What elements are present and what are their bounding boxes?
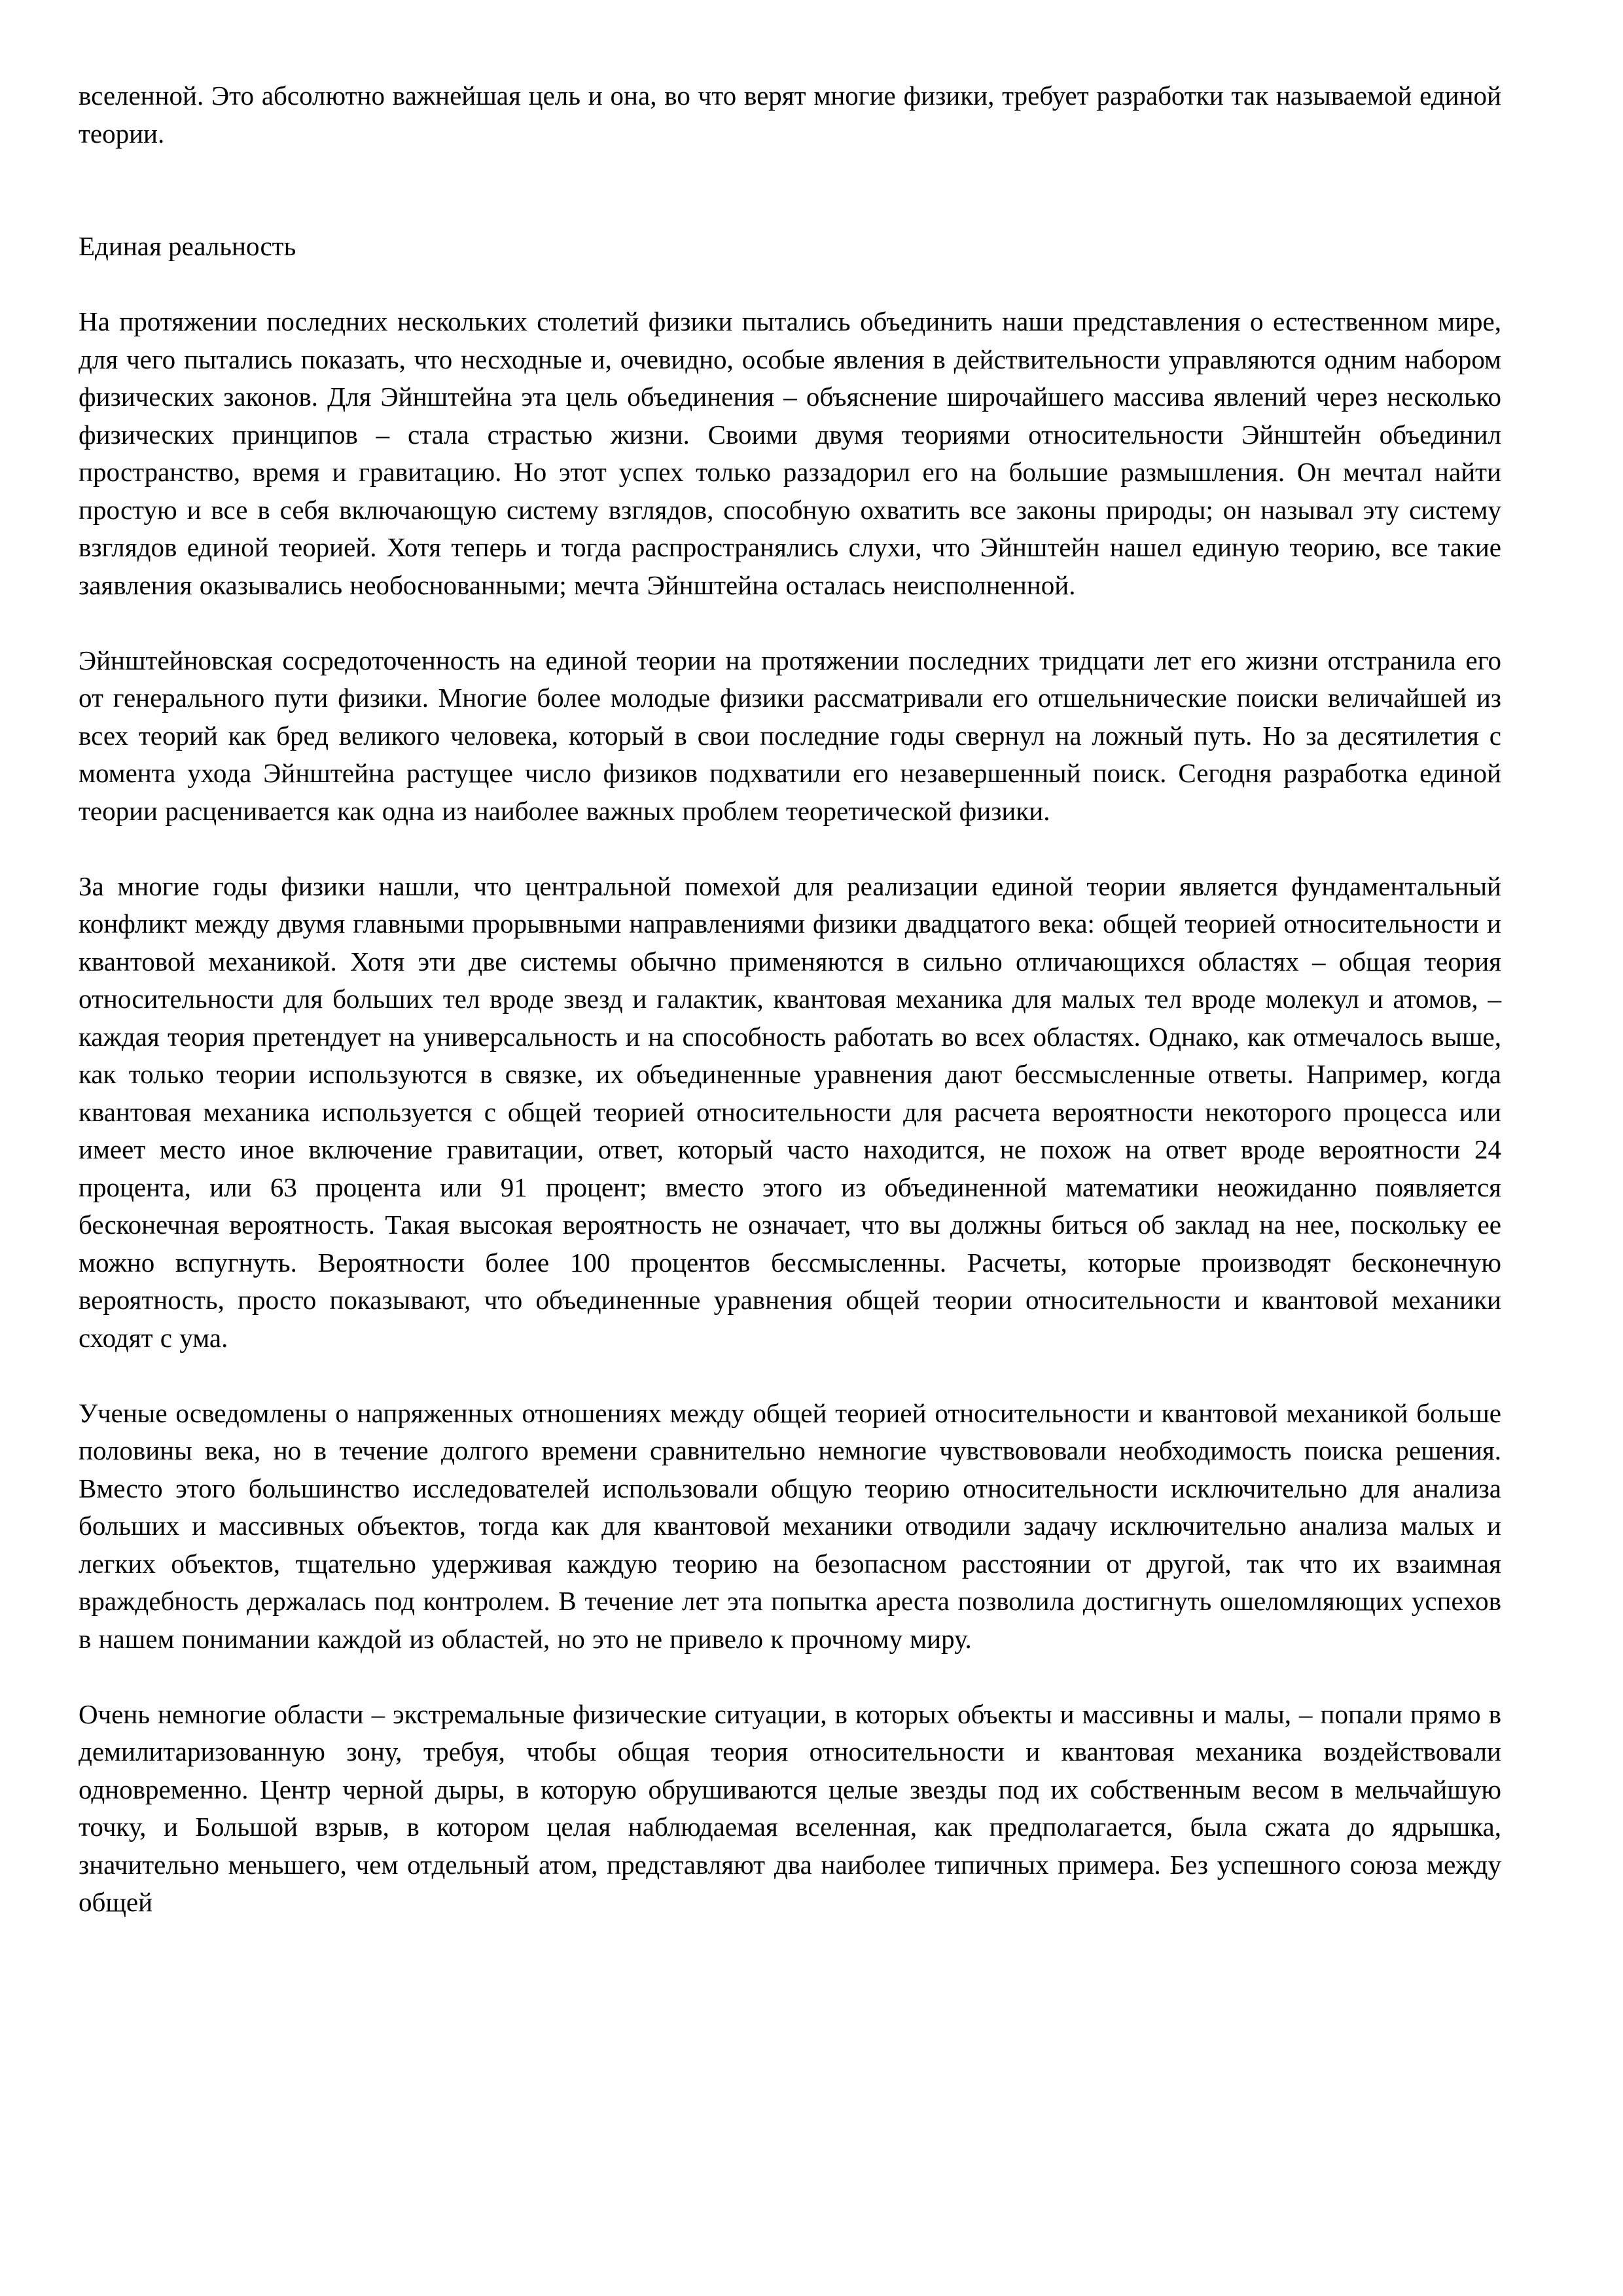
paragraph-fundamental-conflict: За многие годы физики нашли, что центральной помехой для реализации единой теории является фундаментальный конфликт между двумя главными прорывными направлениями физики двадцатого века: общей теорией относительности и квантовой механикой. Хотя эти две системы обычно применяются в сильно отличающихся областях – общая теория относительности для больших тел вроде звезд и галактик, квантовая механика для малых тел вроде молекул и атомов, – каждая теория претендует на универсальность и на способность работать во всех областях. Однако, как отмечалось выше, как только теории используются в связке, их объединенные уравнения дают бессмысленные ответы. Например, когда квантовая механика используется с общей теорией относительности для расчета вероятности некоторого процесса или имеет место иное включение гравитации, ответ, который часто находится, не похож на ответ вроде вероятности 24 процента, или 63 процента или 91 процент; вместо этого из объединенной математики неожиданно появляется бесконечная вероятность. Такая высокая вероятность не означает, что вы должны биться об заклад на нее, поскольку ее можно вспугнуть. Вероятности более 100 процентов бессмысленны. Расчеты, которые производят бесконечную вероятность, просто показывают, что объединенные уравнения общей теории относительности и квантовой механики сходят с ума. (79, 870, 1501, 1353)
section-heading: Единая реальность (79, 231, 296, 261)
paragraph-continuation: вселенной. Это абсолютно важнейшая цель и она, во что верят многие физики, требует разработки так называемой единой теории. (79, 81, 1501, 149)
paragraph-scientists-tension: Ученые осведомлены о напряженных отношениях между общей теорией относительности и квантовой механикой больше половины века, но в течение долгого времени сравнительно немногие чувствововали необходимость поиска решения. Вместо этого большинство исследователей использовали общую теорию относительности исключительно для анализа больших и массивных объектов, тогда как для квантовой механики отводили задачу исключительно анализа малых и легких объектов, тщательно удерживая каждую теорию на безопасном расстоянии от другой, так что их взаимная враждебность держалась под контролем. В течение лет эта попытка ареста позволила достигнуть ошеломляющих успехов в нашем понимании каждой из областей, но это не привело к прочному миру. (79, 1397, 1501, 1654)
paragraph-einstein-focus: Эйнштейновская сосредоточенность на единой теории на протяжении последних тридцати лет его жизни отстранила его от генерального пути физики. Многие более молодые физики рассматривали его отшельнические поиски величайшей из всех теорий как бред великого человека, который в свои последние годы свернул на ложный путь. Но за десятилетия с момента ухода Эйнштейна растущее число физиков подхватили его незавершенный поиск. Сегодня разработка единой теории расценивается как одна из наиболее важных проблем теоретической физики. (79, 645, 1501, 826)
paragraph-unification-history: На протяжении последних нескольких столетий физики пытались объединить наши представления о естественном мире, для чего пытались показать, что несходные и, очевидно, особые явления в действительности управляются одним набором физических законов. Для Эйнштейна эта цель объединения – объяснение широчайшего массива явлений через несколько физических принципов – стала страстью жизни. Своими двумя теориями относительности Эйнштейн объединил пространство, время и гравитацию. Но этот успех только раззадорил его на большие размышления. Он мечтал найти простую и все в себя включающую систему взглядов, способную охватить все законы природы; он называл эту систему взглядов единой теорией. Хотя теперь и тогда распространялись слухи, что Эйнштейн нашел единую теорию, все такие заявления оказывались необоснованными; мечта Эйнштейна осталась неисполненной. (79, 306, 1501, 600)
paragraph-extreme-domains: Очень немногие области – экстремальные физические ситуации, в которых объекты и массивны и малы, – попали прямо в демилитаризованную зону, требуя, чтобы общая теория относительности и квантовая механика воздействовали одновременно. Центр черной дыры, в которую обрушиваются целые звезды под их собственным весом в мельчайшую точку, и Большой взрыв, в котором целая наблюдаемая вселенная, как предполагается, была сжата до ядрышка, значительно меньшего, чем отдельный атом, представляют два наиболее типичных примера. Без успешного союза между общей (79, 1698, 1501, 1917)
